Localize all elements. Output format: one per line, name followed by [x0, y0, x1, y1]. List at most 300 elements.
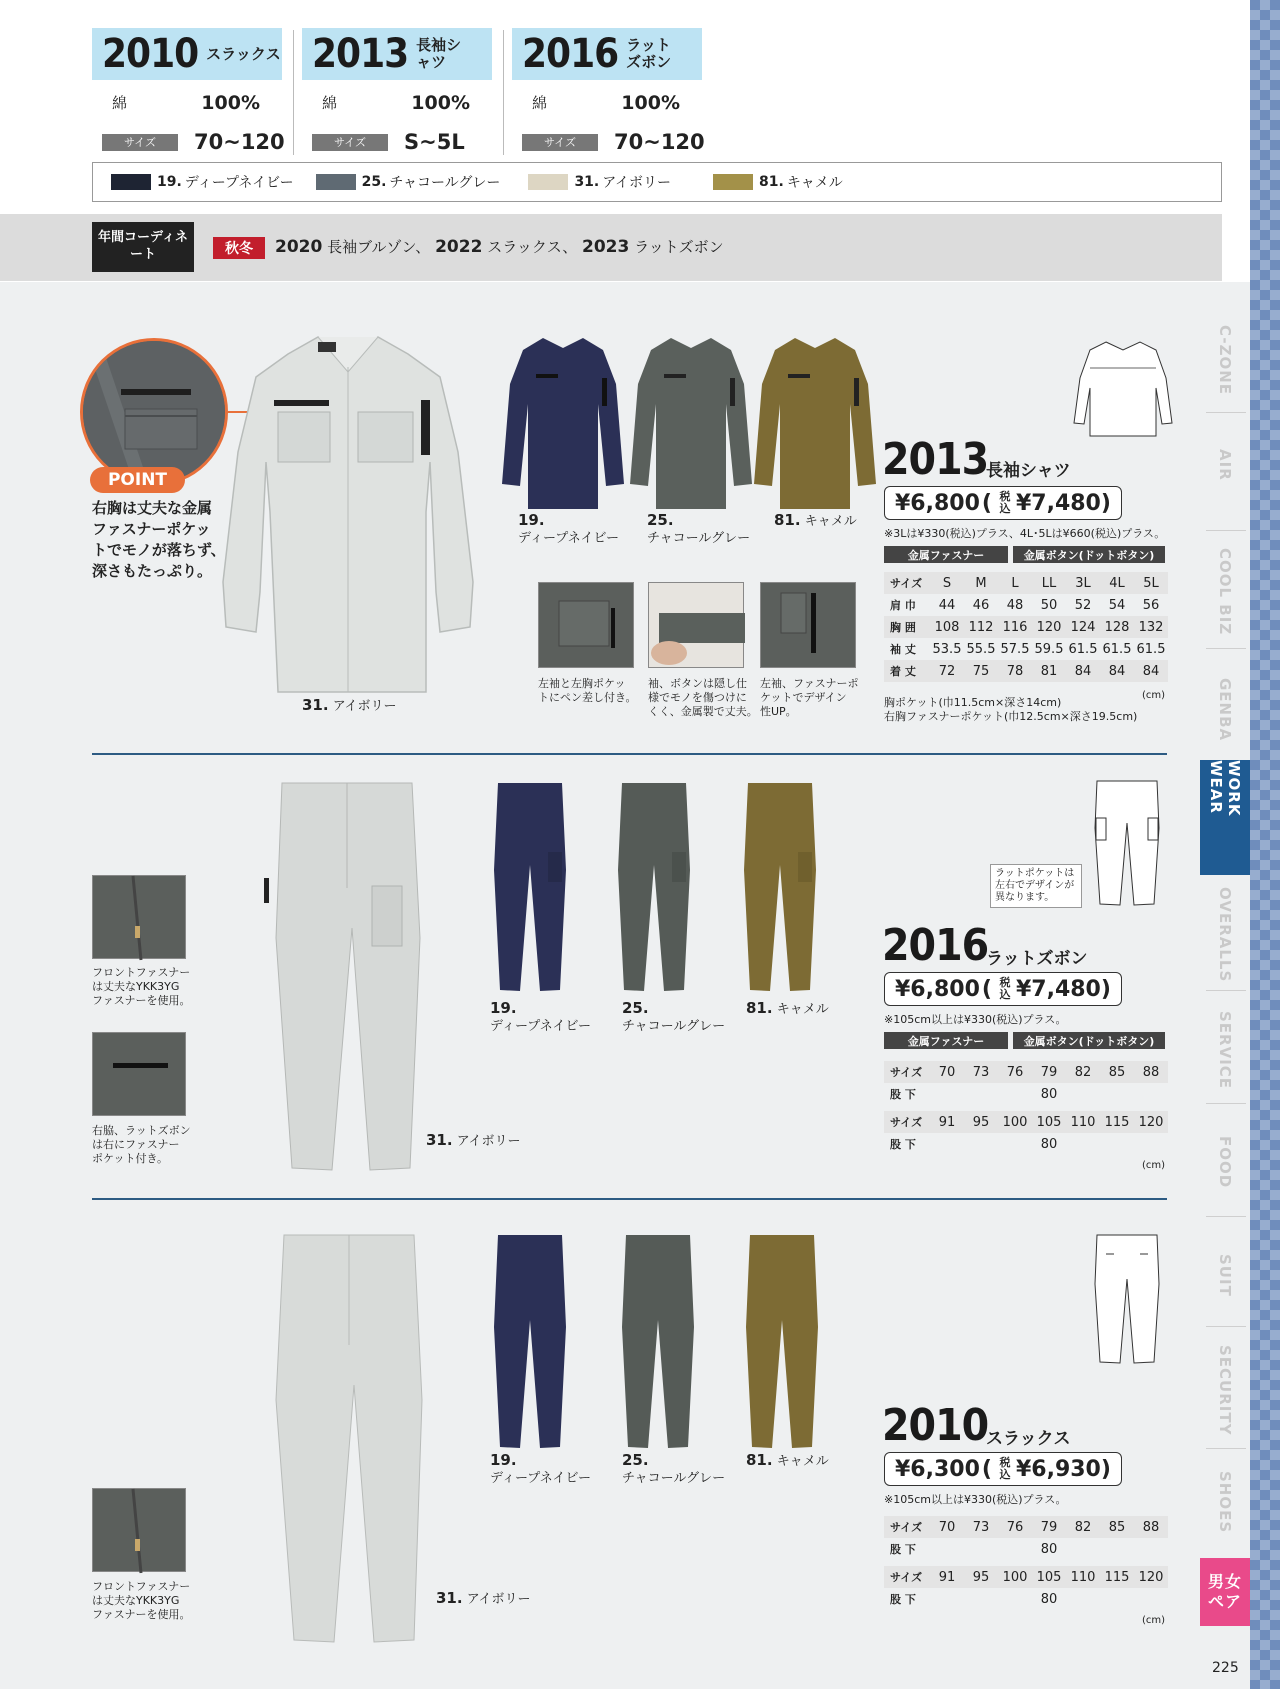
header-2010 — [92, 28, 282, 80]
fabric-2010 — [92, 92, 282, 114]
table-cell: 5L — [1134, 572, 1168, 594]
side-pattern-strip — [1250, 0, 1280, 1689]
header-code: 2016 — [522, 31, 619, 77]
price: ¥6,800 — [895, 976, 980, 1002]
detail-caption-line: ケットでデザイン — [760, 691, 847, 704]
color-name: キャメル — [786, 175, 843, 191]
table-cell: 61.5 — [1068, 641, 1098, 657]
detail-caption — [648, 677, 758, 719]
sidebar-item-label: SUIT — [1216, 1253, 1234, 1297]
section-divider — [92, 1198, 1167, 1200]
sidebar-item-security[interactable] — [1200, 1335, 1250, 1445]
price-box: ¥6,800 ( 税込 ¥7,480 ) — [884, 972, 1122, 1006]
table-cell: 53.5 — [932, 641, 962, 657]
variant-caption-charcoal — [622, 1452, 725, 1487]
detail-photo — [761, 583, 857, 669]
size-range-2013 — [312, 130, 502, 154]
detail-image-pen-slot — [538, 582, 634, 668]
table-cell: 85 — [1100, 1516, 1134, 1538]
color-number: 31. — [426, 1131, 453, 1149]
shirt-navy-image — [498, 334, 628, 514]
sidebar-item-service[interactable] — [1200, 1000, 1250, 1100]
sidebar-item-suit[interactable] — [1200, 1230, 1250, 1320]
table-row — [884, 1566, 1168, 1588]
table-cell — [964, 1083, 998, 1105]
table-cell — [1134, 1083, 1168, 1105]
sidebar-item-label: COOL BIZ — [1216, 548, 1234, 636]
table-row — [884, 638, 1168, 660]
table-cell: サイズ — [884, 1516, 930, 1538]
table-cell: 88 — [1134, 1061, 1168, 1083]
table-row — [884, 572, 1168, 594]
table-cell — [930, 1588, 964, 1610]
detail-image-front-zip — [92, 1488, 186, 1572]
size-label: サイズ — [312, 134, 388, 151]
color-number: 25. — [647, 511, 674, 529]
variant-caption-navy — [518, 512, 619, 547]
color-name: ディープネイビー — [490, 1019, 592, 1034]
size-label: サイズ — [102, 134, 178, 151]
feature-tag: 金属ファスナー — [884, 1032, 1008, 1049]
tax-label: 税込 — [999, 490, 1011, 515]
size-range-2016 — [522, 130, 712, 154]
table-cell: 76 — [998, 1516, 1032, 1538]
detail-caption-line: 袖、ボタンは隠し仕 — [648, 677, 747, 690]
divider — [1206, 1216, 1246, 1217]
rat-pants-charcoal-image — [614, 780, 694, 1000]
table-cell: 73 — [964, 1516, 998, 1538]
size-label: サイズ — [522, 134, 598, 151]
table-cell: 85 — [1100, 1061, 1134, 1083]
color-number: 25. — [622, 1451, 649, 1469]
detail-caption-line: くく、金属製で丈夫。 — [648, 705, 758, 718]
table-cell: 4L — [1100, 572, 1134, 594]
table-cell — [1100, 1538, 1134, 1560]
table-cell: 80 — [1040, 1591, 1058, 1607]
table-cell — [1134, 1588, 1168, 1610]
coordinate-code: 2023 — [582, 237, 630, 257]
fabric-label: 綿 — [112, 94, 128, 112]
sidebar-item-overalls[interactable] — [1200, 880, 1250, 990]
table-cell — [1066, 1588, 1100, 1610]
table-cell: 84 — [1066, 660, 1100, 682]
table-cell — [964, 1538, 998, 1560]
table-cell: 54 — [1108, 597, 1126, 613]
shirt-charcoal-image — [626, 334, 756, 514]
table-cell: 50 — [1040, 597, 1058, 613]
unit-label: (cm) — [1142, 1615, 1166, 1626]
color-swatch — [316, 174, 356, 190]
color-number: 81. — [759, 174, 784, 190]
detail-caption-line: は丈夫なYKK3YG — [92, 980, 180, 993]
detail-caption-line: ポケット付き。 — [92, 1152, 169, 1165]
variant-caption-camel — [774, 512, 857, 530]
table-cell: 80 — [1040, 1086, 1058, 1102]
table-cell: L — [998, 572, 1032, 594]
table-cell: サイズ — [884, 572, 930, 594]
header-name: スラックス — [206, 44, 281, 63]
table-cell: 120 — [1032, 616, 1066, 638]
coordinate-item: 長袖ブルゾン、 — [327, 238, 431, 256]
annotation-line: 異なります。 — [995, 892, 1055, 903]
table-cell — [998, 1133, 1032, 1155]
point-text-line: 深さもたっぷり。 — [92, 562, 213, 580]
product-name: ラットズボン — [986, 949, 1088, 969]
detail-photo — [93, 876, 187, 960]
product-code: 2016 — [882, 920, 989, 971]
table-cell: 80 — [1040, 1136, 1058, 1152]
table-cell — [1066, 1538, 1100, 1560]
point-text-line: ファスナーポケッ — [92, 520, 211, 538]
table-cell: 75 — [964, 660, 998, 682]
feature-tag: 金属ファスナー — [884, 546, 1008, 563]
sidebar-item-genba[interactable] — [1200, 660, 1250, 760]
table-cell: サイズ — [884, 1111, 930, 1133]
slacks-ivory-image — [264, 1230, 434, 1650]
table-cell: 116 — [998, 616, 1032, 638]
table-cell: 110 — [1066, 1566, 1100, 1588]
color-number: 25. — [361, 174, 387, 190]
price-with-tax: ¥6,930 — [1015, 1456, 1101, 1482]
table-cell — [930, 1083, 964, 1105]
slacks-charcoal-image — [618, 1232, 698, 1457]
pocket-note: 右胸ファスナーポケット(巾12.5cm×深さ19.5cm) — [884, 710, 1138, 723]
table-cell — [1134, 1538, 1168, 1560]
sidebar-item-cool-biz[interactable] — [1200, 542, 1250, 642]
point-text-line: 右胸は丈夫な金属 — [92, 499, 213, 517]
table-cell — [1100, 1133, 1134, 1155]
price-with-tax: ¥7,480 — [1015, 490, 1101, 516]
sidebar-item-label: OVERALLS — [1216, 887, 1234, 983]
sidebar-item-food[interactable] — [1200, 1112, 1250, 1212]
point-text-line: トでモノが落ちず、 — [92, 541, 226, 559]
sidebar-item-shoes[interactable] — [1200, 1455, 1250, 1550]
table-cell: 112 — [964, 616, 998, 638]
detail-photo — [539, 583, 635, 669]
tax-label: 税込 — [999, 1456, 1011, 1481]
detail-image-front-zip — [92, 875, 186, 959]
table-cell: LL — [1032, 572, 1066, 594]
sidebar-item-label: WORK WEAR — [1207, 760, 1243, 817]
color-number: 19. — [157, 174, 182, 190]
table-cell — [1066, 1083, 1100, 1105]
detail-caption — [92, 1124, 191, 1166]
table-cell — [998, 1083, 1032, 1105]
variant-caption-camel — [746, 1452, 829, 1470]
table-cell: 股 下 — [890, 1543, 916, 1556]
color-swatch — [528, 174, 568, 190]
size-value: 70~120 — [614, 130, 705, 154]
size-range-2010 — [102, 130, 292, 154]
table-cell: 59.5 — [1034, 641, 1064, 657]
sidebar-item-label: SHOES — [1216, 1471, 1234, 1534]
detail-caption — [538, 677, 637, 705]
rat-pants-camel-image — [740, 780, 820, 1000]
sidebar-item-pair[interactable] — [1200, 1558, 1250, 1626]
divider — [1206, 1326, 1246, 1327]
table-cell — [930, 1133, 964, 1155]
table-cell: S — [930, 572, 964, 594]
fabric-value: 100% — [201, 92, 260, 114]
color-name: ディープネイビー — [490, 1471, 592, 1486]
detail-photo — [93, 1033, 187, 1117]
price-note: ※3Lは¥330(税込)プラス、4L･5Lは¥660(税込)プラス。 — [884, 527, 1166, 540]
table-cell: 袖 丈 — [890, 643, 916, 656]
point-detail-image — [80, 338, 228, 486]
rat-pocket-annotation — [990, 864, 1082, 908]
slacks-flat-sketch — [1092, 1232, 1162, 1367]
color-option — [111, 172, 294, 192]
table-cell: 61.5 — [1102, 641, 1132, 657]
color-name: キャメル — [804, 514, 857, 529]
product-code: 2013 — [882, 434, 989, 485]
detail-caption-line: フロントファスナー — [92, 966, 191, 979]
color-option — [316, 172, 501, 192]
divider — [293, 30, 294, 155]
divider — [1206, 1448, 1246, 1449]
color-name: アイボリー — [602, 175, 671, 191]
table-cell: 76 — [998, 1061, 1032, 1083]
table-cell — [964, 1133, 998, 1155]
detail-caption-line: 左袖と左胸ポケッ — [538, 677, 626, 690]
detail-caption — [760, 677, 859, 719]
table-cell: 82 — [1066, 1516, 1100, 1538]
sidebar-item-air[interactable] — [1200, 430, 1250, 500]
table-cell: 120 — [1134, 1566, 1168, 1588]
color-number: 31. — [436, 1589, 463, 1607]
sidebar-item-label: GENBA — [1216, 678, 1234, 742]
detail-caption — [92, 1580, 191, 1622]
detail-caption — [92, 966, 191, 1008]
annotation-line: 左右でデザインが — [995, 880, 1075, 891]
variant-caption-charcoal — [647, 512, 750, 547]
table-cell: 108 — [930, 616, 964, 638]
slacks-navy-image — [490, 1232, 570, 1457]
shirt-flat-sketch — [1068, 338, 1178, 438]
table-cell: 79 — [1032, 1061, 1066, 1083]
table-cell: 128 — [1100, 616, 1134, 638]
detail-caption-line: フロントファスナー — [92, 1580, 191, 1593]
header-name: ラットズボン — [626, 36, 672, 71]
table-cell: 61.5 — [1136, 641, 1166, 657]
shirt-camel-image — [750, 334, 880, 514]
price-note: ※105cm以上は¥330(税込)プラス。 — [884, 1013, 1067, 1026]
color-number: 19. — [490, 1451, 517, 1469]
table-cell: 115 — [1100, 1111, 1134, 1133]
table-cell: 120 — [1134, 1111, 1168, 1133]
slacks-size-table-b — [884, 1566, 1168, 1610]
table-cell: 52 — [1074, 597, 1092, 613]
point-text — [92, 498, 226, 582]
fabric-label: 綿 — [322, 94, 338, 112]
feature-tag: 金属ボタン(ドットボタン) — [1013, 546, 1165, 563]
header-2013 — [302, 28, 492, 80]
sidebar-item-label: AIR — [1216, 449, 1234, 481]
table-cell: 70 — [930, 1516, 964, 1538]
color-number: 81. — [746, 1451, 773, 1469]
color-number: 25. — [622, 999, 649, 1017]
detail-caption-line: 様でモノを傷つけに — [648, 691, 747, 704]
color-name: チャコールグレー — [622, 1471, 726, 1486]
detail-caption-line: 性UP。 — [760, 705, 797, 718]
price-box: ¥6,300 ( 税込 ¥6,930 ) — [884, 1452, 1122, 1486]
color-name: チャコールグレー — [647, 531, 751, 546]
table-cell: 105 — [1032, 1111, 1066, 1133]
table-cell: 95 — [964, 1111, 998, 1133]
table-cell — [998, 1538, 1032, 1560]
table-row — [884, 1083, 1168, 1105]
sidebar-item-label: 男女ペア — [1207, 1572, 1242, 1611]
table-row — [884, 1588, 1168, 1610]
detail-caption-line: は丈夫なYKK3YG — [92, 1594, 180, 1607]
detail-image-side-pocket — [92, 1032, 186, 1116]
table-cell: 81 — [1032, 660, 1066, 682]
price-note: ※105cm以上は¥330(税込)プラス。 — [884, 1493, 1067, 1506]
rat-size-table-a — [884, 1061, 1168, 1105]
table-cell — [1100, 1083, 1134, 1105]
slacks-camel-image — [742, 1232, 822, 1457]
color-name: アイボリー — [332, 699, 397, 714]
pocket-zipper-photo — [83, 341, 228, 486]
table-cell: 82 — [1066, 1061, 1100, 1083]
table-row — [884, 1516, 1168, 1538]
page-number: 225 — [1212, 1660, 1239, 1676]
table-cell: 46 — [972, 597, 990, 613]
header-code: 2013 — [312, 31, 409, 77]
table-cell: 55.5 — [966, 641, 996, 657]
table-cell: 胸 囲 — [884, 616, 930, 638]
fabric-2016 — [512, 92, 702, 114]
fabric-label: 綿 — [532, 94, 548, 112]
table-cell: 肩 巾 — [890, 599, 916, 612]
divider — [1206, 1103, 1246, 1104]
table-cell: 79 — [1032, 1516, 1066, 1538]
annotation-line: ラットポケットは — [995, 868, 1075, 879]
detail-caption-line: ファスナーを使用。 — [92, 994, 191, 1007]
divider — [1206, 412, 1246, 413]
table-cell: 57.5 — [1000, 641, 1030, 657]
rat-size-table-b — [884, 1111, 1168, 1155]
table-row — [884, 1538, 1168, 1560]
detail-image-sleeve-zip — [760, 582, 856, 668]
table-cell: 着 丈 — [884, 660, 930, 682]
table-cell: 80 — [1040, 1541, 1058, 1557]
rat-pants-flat-sketch — [1092, 778, 1162, 908]
table-row — [884, 660, 1168, 682]
rat-pants-navy-image — [490, 780, 570, 1000]
sidebar-item-work-wear[interactable] — [1200, 760, 1250, 875]
detail-caption-line: トにペン差し付き。 — [538, 691, 637, 704]
unit-label: (cm) — [1142, 690, 1166, 701]
table-cell: サイズ — [884, 1061, 930, 1083]
table-cell — [930, 1538, 964, 1560]
product-name: 長袖シャツ — [986, 461, 1071, 481]
point-badge: POINT — [90, 467, 185, 493]
variant-caption-navy — [490, 1000, 591, 1035]
sidebar-item-c-zone[interactable] — [1200, 320, 1250, 400]
header-2016 — [512, 28, 702, 80]
table-cell — [964, 1588, 998, 1610]
sidebar-item-label: SECURITY — [1216, 1344, 1234, 1436]
detail-photo — [93, 1489, 187, 1573]
table-cell: 115 — [1100, 1566, 1134, 1588]
price: ¥6,800 — [895, 490, 980, 516]
pocket-note: 胸ポケット(巾11.5cm×深さ14cm) — [884, 696, 1062, 709]
color-name: キャメル — [776, 1454, 829, 1469]
color-swatch — [713, 174, 753, 190]
table-cell: 72 — [930, 660, 964, 682]
detail-caption-line: は右にファスナー — [92, 1138, 180, 1151]
divider — [503, 30, 504, 155]
product-name: スラックス — [986, 1429, 1071, 1449]
fabric-value: 100% — [621, 92, 680, 114]
feature-tag: 金属ボタン(ドットボタン) — [1013, 1032, 1165, 1049]
color-name: キャメル — [776, 1002, 829, 1017]
table-cell — [1100, 1588, 1134, 1610]
table-cell: 91 — [930, 1566, 964, 1588]
coordinate-item: ラットズボン — [634, 238, 724, 256]
table-cell: 100 — [998, 1111, 1032, 1133]
coordinate-label: 年間コーディネート — [92, 222, 194, 272]
color-name: ディープネイビー — [184, 175, 294, 191]
color-number: 31. — [302, 696, 329, 714]
sidebar-item-label: SERVICE — [1216, 1010, 1234, 1090]
table-row — [884, 1061, 1168, 1083]
table-cell: 78 — [998, 660, 1032, 682]
detail-caption-line: 右脇、ラットズボン — [92, 1124, 191, 1137]
coordinate-code: 2020 — [275, 237, 323, 257]
section-divider — [92, 753, 1167, 755]
table-cell — [1134, 1133, 1168, 1155]
color-name: アイボリー — [466, 1592, 531, 1607]
table-cell: 88 — [1134, 1516, 1168, 1538]
price-box: ¥6,800 ( 税込 ¥7,480 ) — [884, 486, 1122, 520]
table-row — [884, 1133, 1168, 1155]
coordinate-code: 2022 — [435, 237, 483, 257]
color-name: アイボリー — [456, 1134, 521, 1149]
coordinate-item: スラックス、 — [487, 238, 578, 256]
shirt-ivory-image — [208, 332, 488, 702]
divider — [1206, 648, 1246, 649]
color-name: チャコールグレー — [389, 175, 501, 191]
color-number: 81. — [746, 999, 773, 1017]
color-number: 19. — [518, 511, 545, 529]
table-cell: 56 — [1142, 597, 1160, 613]
color-option — [713, 172, 843, 192]
table-cell: 股 下 — [890, 1593, 916, 1606]
table-cell: 48 — [1006, 597, 1024, 613]
table-cell: 44 — [938, 597, 956, 613]
table-cell: 70 — [930, 1061, 964, 1083]
shirt-main-caption — [302, 697, 397, 715]
unit-label: (cm) — [1142, 1160, 1166, 1171]
table-cell — [998, 1588, 1032, 1610]
size-value: 70~120 — [194, 130, 285, 154]
divider — [1206, 990, 1246, 991]
table-cell: 84 — [1100, 660, 1134, 682]
slacks-size-table-a — [884, 1516, 1168, 1560]
table-cell: 95 — [964, 1566, 998, 1588]
table-cell: 73 — [964, 1061, 998, 1083]
table-row — [884, 616, 1168, 638]
table-cell: サイズ — [884, 1566, 930, 1588]
variant-caption-navy — [490, 1452, 591, 1487]
size-value: S~5L — [404, 130, 465, 154]
color-number: 31. — [574, 174, 600, 190]
detail-photo — [649, 583, 745, 669]
table-cell — [1066, 1133, 1100, 1155]
detail-caption-line: ファスナーを使用。 — [92, 1608, 191, 1621]
